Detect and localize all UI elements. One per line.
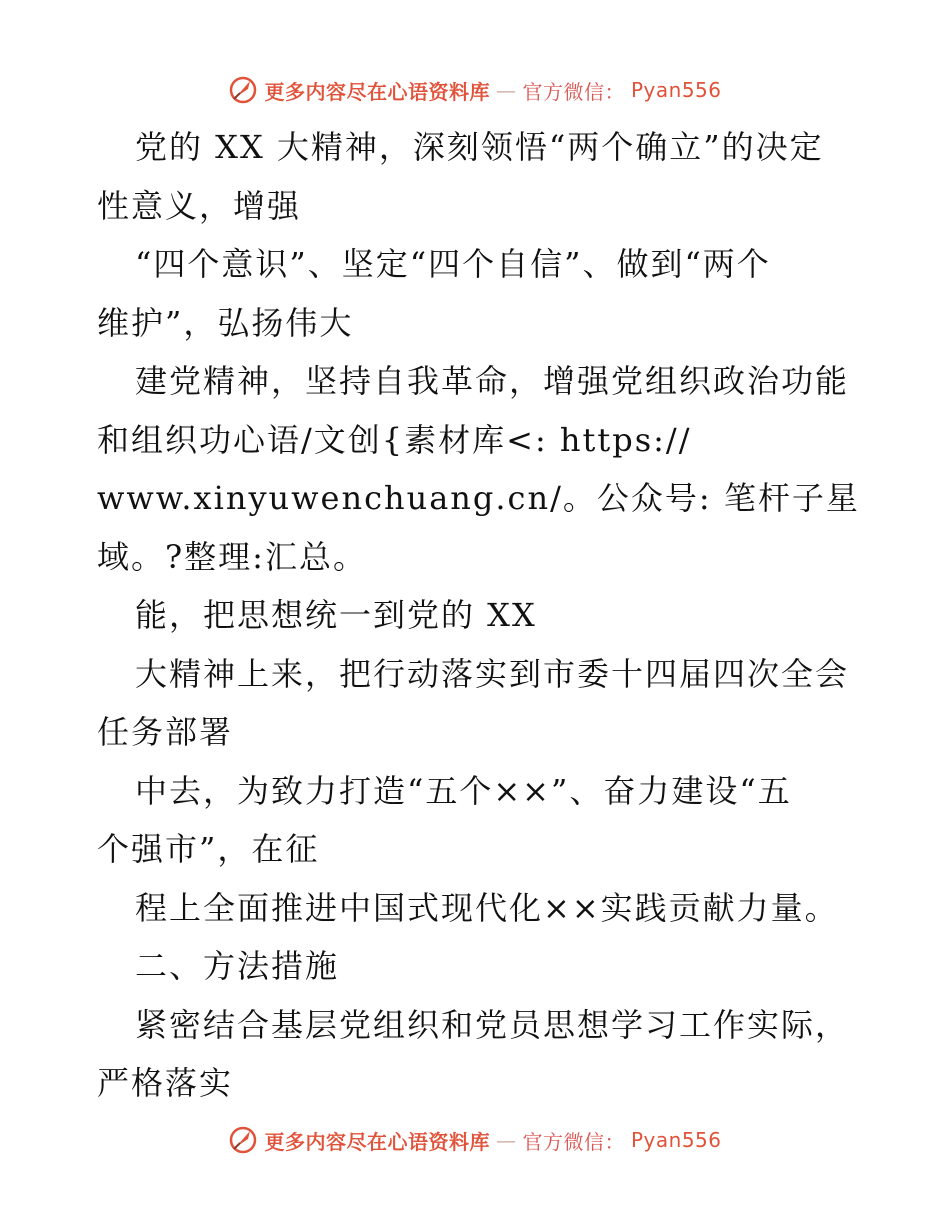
watermark-footer (0, 1120, 950, 1160)
body-line: 程上全面推进中国式现代化××实践贡献力量。 (135, 888, 839, 927)
quill-pen-circle-icon (228, 1125, 258, 1155)
body-line: 域。?整理:汇总。 (97, 537, 367, 576)
body-line: 中去，为致力打造“五个××”、奋力建设“五 (135, 771, 792, 810)
watermark-official-label: 官方微信： (522, 79, 625, 104)
body-line: “四个意识”、坚定“四个自信”、做到“两个 (135, 245, 771, 283)
body-line: 党的 XX 大精神，深刻领悟“两个确立”的决定 (135, 128, 824, 166)
watermark-main-text: 更多内容尽在心语资料库 (264, 79, 490, 104)
watermark-main-text: 更多内容尽在心语资料库 (264, 1129, 490, 1154)
body-line: 任务部署 (97, 713, 234, 751)
watermark-header (0, 70, 950, 110)
body-line: 紧密结合基层党组织和党员思想学习工作实际， (135, 1005, 850, 1044)
body-line: 严格落实 (97, 1064, 234, 1102)
watermark-dash: — (495, 1128, 517, 1152)
body-line: 和组织功心语/文创{素材库<: https:// (97, 420, 692, 459)
body-line: 个强市”，在征 (97, 830, 320, 868)
body-line: 大精神上来，把行动落实到市委十四届四次全会 (135, 654, 850, 693)
body-line: 建党精神，坚持自我革命，增强党组织政治功能 (135, 362, 850, 400)
watermark-dash: — (495, 78, 517, 102)
watermark-official-label: 官方微信： (522, 1129, 625, 1154)
watermark-wechat-id: Pyan556 (630, 1128, 722, 1152)
document-body (97, 118, 860, 1113)
quill-pen-circle-icon (228, 75, 258, 105)
body-line: www.xinyuwenchuang.cn/。公众号: 笔杆子星 (97, 479, 860, 517)
watermark-wechat-id: Pyan556 (630, 78, 722, 102)
body-line: 能，把思想统一到党的 XX (135, 596, 537, 634)
body-line: 性意义，增强 (97, 186, 302, 225)
section-heading: 二、方法措施 (135, 947, 340, 985)
body-line: 维护”，弘扬伟大 (97, 303, 354, 342)
